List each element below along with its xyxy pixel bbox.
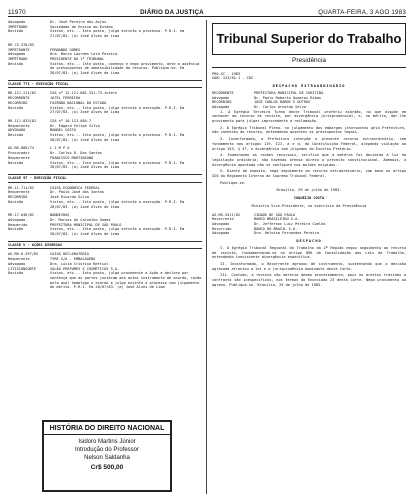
party-role: Recorrido [212, 226, 232, 231]
case-field-label: IMPETRADO [8, 24, 28, 29]
case-entry [8, 146, 202, 170]
case-field-value: Dr. José Pereira dos Anjos [50, 20, 107, 24]
case-field-label: Decisão [8, 199, 24, 204]
signature-place: Brasília, 29 de julho de 1983. [276, 188, 342, 193]
journal-name: DIÁRIO DA JUSTIÇA [140, 9, 204, 16]
case-field-value: Dr. Paulo José dos Santos [50, 190, 105, 195]
signature-name: COQUEIJO COSTA [293, 196, 325, 201]
dispatch-title: DESPACHO [296, 239, 322, 244]
case-field-label: Advogado [8, 52, 26, 57]
case-field-value: Vistos, etc... Isto posto, julgo procedente a Ação e declaro por sentença que as partes juntaram aos autos instrumento de acordo, razão pela qual homologo o acordo e julgo extinto o processo com julgamento de mérito. P.R.I. Em 28/07/83. (a) José Alves de Lima [50, 271, 202, 290]
case-field-value: CGA nº 10.113.084-7 [50, 118, 92, 123]
case-field-value: Vistos, etc... Isto posto, julgo extinta a execução. P.R.I. Em 27/07/83. (a) José Alves de Lima [50, 105, 185, 115]
case-field-value: Vistos, etc... Isto posto, conheço e nego provimento, ante a ausência de pressupostos de admissibilidade do recurso. Publique-se. Em 28/07/83. (a) José Alves de Lima [50, 61, 200, 76]
case-field-label: RECORRIDO [8, 100, 28, 105]
case-field-label: LITISCONSORTE [8, 266, 37, 271]
case-field-label: RR-11.711/82 [8, 185, 34, 190]
case-field-label: AG-RR-8.397/82 [8, 252, 39, 257]
paragraph: Publique-se. [220, 180, 246, 185]
case-field-label: Requerente [8, 257, 30, 262]
signature-role: Ministro Vice-Presidente, no exercício da Presidência [251, 203, 367, 208]
case-field-value: José Ricardo Silva [50, 195, 89, 200]
case-field-value: Vistos, etc... Isto posto, julgo extinto o processo. P.R.I. Em 28/07/83. (a) José Alves de Lima [50, 160, 185, 170]
case-field-value: CGA nº 12.121.881.331.73-intern [50, 91, 118, 96]
party-name: BANCO BRASILEIRO S.A. [254, 217, 300, 222]
case-field-label: Advogado [8, 217, 26, 222]
party-line [212, 105, 406, 110]
case-entry [8, 20, 202, 39]
page-number: 11970 [8, 9, 26, 16]
ad-author: Isidoro Martins Júnior [78, 439, 136, 445]
case-field-value: Vistos, etc... Isto posto, julgo extinta a execução. P.R.I. Em 28/07/83. (a) José Alves de Lima [50, 199, 185, 209]
case-field-label: Decisão [8, 227, 24, 232]
case-entry [8, 186, 202, 210]
party-name: CIDADE DE SÃO PAULO [254, 212, 296, 217]
case-field-value: CAIXA ECONÔMICA FEDERAL [50, 185, 100, 190]
party-name: Dr. Jefferson Luiz Pereira Coelho [254, 221, 326, 226]
case-field-value: Dra. Lúcia Cristina Bettiol [50, 261, 109, 266]
section-title: Presidência [212, 55, 406, 68]
case-line [8, 62, 202, 76]
case-field-value: TYRE S/A - EMBALAGENS [50, 257, 96, 262]
paragraph: 2. O Egrégio Tribunal Pleno, no julgamento dos embargos interpostos pela Prefeitura, não conheceu do recurso, entendendo ausentes os pressupostos legais. [212, 125, 406, 135]
case-field-label: Decisão [8, 133, 24, 138]
case-entry [8, 213, 202, 237]
party-name: Dra. Heloísa Fernandes Pereira [254, 231, 319, 236]
party-role: Advogado [212, 104, 230, 109]
case-field-label: Procurador [8, 151, 30, 156]
parties-list [212, 213, 406, 237]
party-role: Advogado [212, 221, 230, 226]
class-heading: CLASSE 77I - EXECUÇÃO FISCAL [8, 80, 202, 89]
party-name: Dr. Paulo Roberto Quadros Ribas [254, 95, 322, 100]
case-line [8, 227, 202, 236]
class-heading: CLASSE V - AÇÕES DIVERSAS [8, 241, 202, 250]
case-line [8, 133, 202, 142]
case-line [8, 106, 202, 115]
reference-line: GAB: 123/82-1 - CDC [212, 76, 254, 81]
paragraph: 3. Inconformada, a Prefeitura interpõe o presente recurso extraordinário, com fundamento nos artigos 119, III, a e d, da Constituição Federal, alegando violação ao artigo 153, § 4º, e divergência com julgados do Excelso Pretório. [212, 137, 406, 151]
column-divider [206, 20, 207, 494]
case-field-value: FRANCISCO MARTINIANO [50, 155, 94, 160]
party-name: Dr. Carlos Arnaldo Selva [254, 104, 306, 109]
paragraph: 4. Examinando as razões recursais, verifico que a matéria foi decidida à luz da legislação ordinária, não havendo ofensa direta a preceito constitucional. Ademais, a divergência apontada não se configura nos moldes exigidos. [212, 153, 406, 167]
case-field-label: Decisão [8, 160, 24, 165]
case-field-value: Vistos, etc... Isto posto, julgo extinto o processo. P.R.I. em 27/07/83. (a) José Alves de Lima [50, 29, 185, 39]
case-line [8, 29, 202, 38]
paragraph: III. Contudo, a revista não merecia mesmo processamento, pois os arestos trazidos a confronto são inespecíficos, nos termos do Enunciado 23 desta Corte. Nego provimento ao agravo. Publique-se. Brasília, 29 de julho de 1983. [212, 273, 406, 287]
case-field-value: FAZENDA NACIONAL DO ESTADO [50, 100, 107, 105]
case-field-label: RECORRIDO [8, 195, 28, 200]
case-field-label: Requerido [8, 222, 28, 227]
case-field-value: Dr. Marcos de Carvalho Gomes [50, 217, 111, 222]
case-field-value: Dr. Edgard Felipe Silva [50, 123, 100, 128]
case-field-value: FERNANDO GOMES [50, 47, 81, 52]
case-field-label: Decisão [8, 105, 24, 110]
case-field-value: Vistos, etc... Isto posto, julgo extinto o processo. P.R.I. Em 28/07/83. (a) José Alves de Lima [50, 133, 185, 142]
case-entry [8, 119, 202, 143]
left-column [8, 20, 202, 294]
case-field-label: Requerente [8, 123, 30, 128]
paragraph: 1. A Egrégia Terceira Turma deste Tribunal proferiu acórdão, no que dispõe em conhecer do recurso de revista, por divergência jurisprudencial, e, no mérito, dar-lhe provimento para julgar improcedente a reclamação. [212, 109, 406, 124]
party-role: RECORRIDO [212, 100, 232, 105]
dispatch-body [212, 246, 406, 288]
case-field-value: Dra. Maria Lourdes Lara Pereira [50, 52, 118, 57]
ad-intro-name: Nelson Saldanha [84, 455, 130, 461]
parties-list [212, 91, 406, 110]
ad-price: Cr$ 500,00 [90, 464, 124, 471]
court-title: Tribunal Superior do Trabalho [212, 23, 406, 55]
case-field-label: Decisão [8, 271, 24, 276]
case-field-value: Vistos, etc... Isto posto, julgo extinta a execução. P.R.I. Em 28/07/83. (a) José Alves de Lima [50, 227, 185, 237]
case-field-value: SALÃO PERFUMES E COSMÉTICOS S.A. [50, 266, 120, 271]
party-role: Advogado [212, 231, 230, 236]
case-field-value: MANOEL COSTA [50, 128, 76, 133]
case-entry [8, 91, 202, 115]
case-field-value: JATEL FERREIRA [50, 96, 81, 101]
case-field-label: IMPETRANTE [8, 47, 30, 52]
party-role: Advogado [212, 95, 230, 100]
case-field-label: RECORRENTE [8, 96, 30, 101]
right-column [212, 20, 406, 289]
party-name: PREFEITURA MUNICIPAL DE CURITIBA [254, 90, 324, 95]
party-name: JOSÉ CARLOS RAMOS E OUTROS [254, 100, 311, 105]
party-role: Recorrente [212, 217, 234, 222]
case-field-value: BANDEIRAS [50, 213, 70, 218]
case-field-label: Decisão [8, 61, 24, 66]
book-advertisement [42, 420, 172, 492]
case-line [8, 161, 202, 170]
issue-date: QUARTA-FEIRA, 3 AGO 1983 [318, 9, 406, 16]
case-field-value: Dr. Carlos R. Dos Santos [50, 151, 102, 156]
party-role: RECORRENTE [212, 90, 234, 95]
case-field-label: RR-17.646/81 [8, 213, 34, 218]
case-line [8, 271, 202, 290]
case-field-label: Advogado [8, 20, 26, 24]
case-field-value: CAIXA DECLARATÓRIA [50, 252, 89, 257]
paragraph: II. Inconformado, o Recorrente agravou de instrumento, sustentando que a decisão agravada afrontou a lei e a jurisprudência dominante desta Corte. [212, 261, 406, 271]
case-entry [8, 43, 202, 76]
case-field-label: RR-111.033/82 [8, 118, 37, 123]
party-role: AG-RR-3411/82 [212, 212, 241, 217]
case-line [8, 200, 202, 209]
case-field-label: RR-72-378/83 [8, 42, 34, 47]
case-entry [8, 252, 202, 290]
case-field-value: PREFEITURA MUNICIPAL DE SÃO PAULO [50, 222, 122, 227]
party-line [212, 231, 406, 236]
case-field-value: Sociedade de Ensino do Estado [50, 24, 113, 29]
paragraph: 5. Diante do exposto, nego seguimento ao recurso extraordinário, com base no artigo 326 do Regimento Interno do Supremo Tribunal Federal. [212, 169, 406, 179]
party-name: BANCO DO BRASIL S.A. [254, 226, 298, 231]
page-header [8, 5, 406, 17]
dispatch-body [212, 110, 406, 186]
case-field-label: ADVOGADO [8, 128, 26, 133]
case-field-value: PRESIDENTE DO 1º TRIBUNAL [50, 56, 105, 61]
case-field-label: Advogado [8, 261, 26, 266]
case-field-label: Requerente [8, 155, 30, 160]
dispatch-title: DESPACHO EXTRAORDINÁRIO [272, 84, 346, 89]
case-field-label: RR-121.211/82 [8, 91, 37, 96]
ad-title: HISTÓRIA DO DIREITO NACIONAL [44, 422, 170, 435]
case-field-value: L I M P O [50, 146, 70, 151]
case-field-label: IMPETRADO [8, 56, 28, 61]
class-heading: CLASSE 97 - EXECUÇÃO FISCAL [8, 174, 202, 183]
case-field-label: Decisão [8, 29, 24, 34]
reference-line: PRO-SC - 1983 [212, 71, 241, 76]
paragraph: I. O Egrégio Tribunal Regional do Trabalho da 2ª Região negou seguimento ao recurso de revista, fundamentando-se no artigo 896 da Consolidação das Leis do Trabalho, entendendo inexistente divergência específica. [212, 245, 406, 260]
case-field-label: AG-RR-888/74 [8, 146, 34, 151]
ad-intro: Introdução do Professor [74, 447, 140, 453]
case-field-label: Requerente [8, 190, 30, 195]
